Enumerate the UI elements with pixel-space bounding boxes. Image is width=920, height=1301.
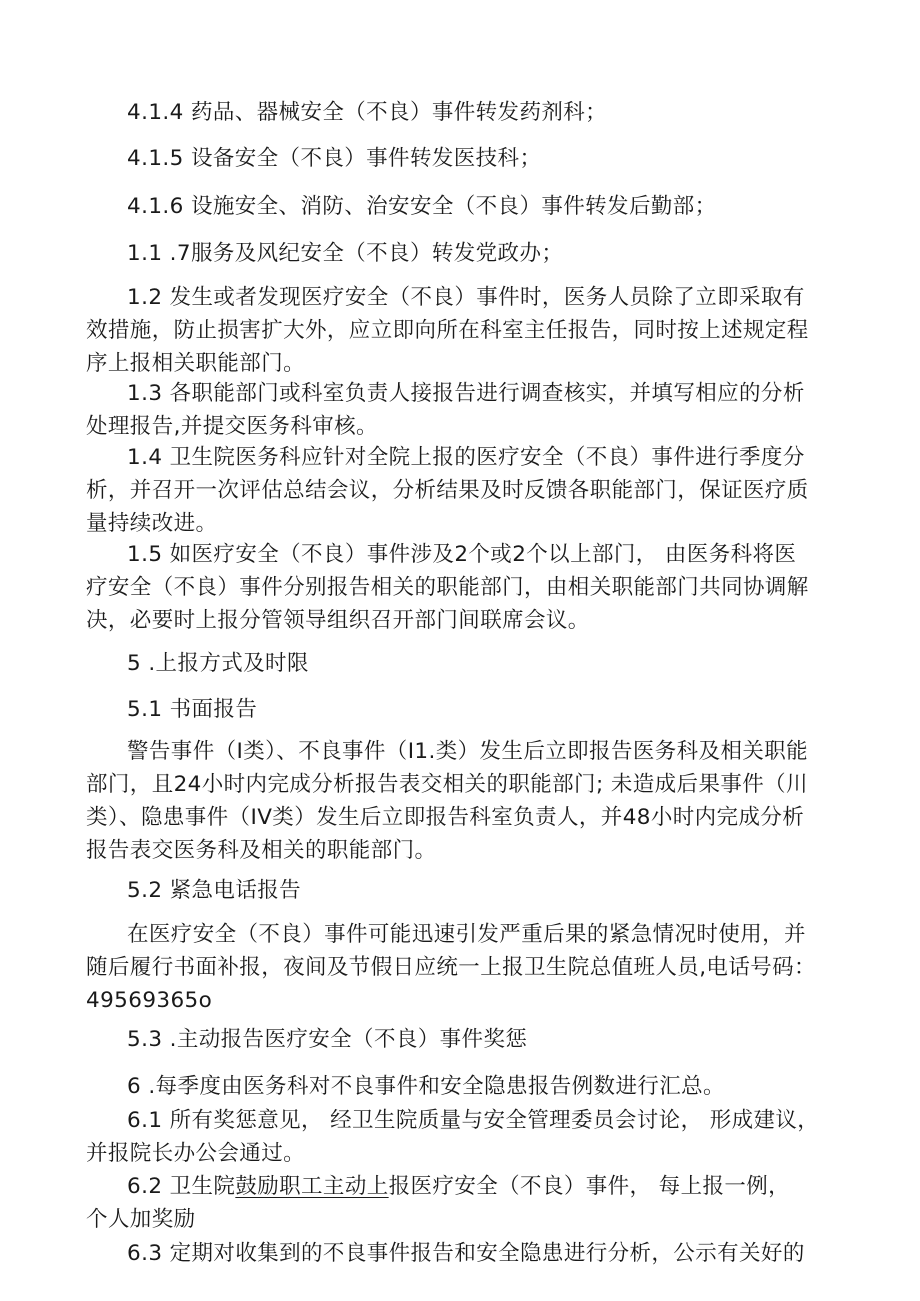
text-line: 类）、隐患事件（IV类）发生后立即报告科室负责人，并48小时内完成分析: [86, 805, 805, 830]
clause-6-2: [86, 1170, 854, 1236]
section-5-3-heading: [127, 1023, 895, 1056]
text-line: 5 .上报方式及时限: [127, 651, 309, 676]
text-line: 在医疗安全（不良）事件可能迅速引发严重后果的紧急情况时使用，并: [127, 922, 806, 947]
text-line: 4.1.4 药品、器械安全（不良）事件转发药剂科；: [127, 100, 608, 125]
text-line: 序上报相关职能部门。: [86, 351, 306, 376]
section-5-heading: [127, 647, 895, 680]
text-line: 处理报告,并提交医务科审核。: [86, 414, 378, 439]
text-line: 6.3 定期对收集到的不良事件报告和安全隐患进行分析，公示有关好的: [127, 1241, 805, 1266]
text-line: 部门，且24小时内完成分析报告表交相关的职能部门; 未造成后果事件（川: [86, 772, 808, 797]
text-line: 1.3 各职能部门或科室负责人接报告进行调查核实，并填写相应的分析: [127, 381, 805, 406]
text-line: 疗安全（不良）事件分别报告相关的职能部门，由相关职能部门共同协调解: [86, 575, 809, 600]
clause-4-1-4: [127, 96, 895, 129]
section-5-1-heading: [127, 693, 895, 726]
text-segment: 报医疗安全（不良）事件， 每上报一例，: [388, 1174, 791, 1199]
clause-6-1: [86, 1104, 854, 1170]
text-line: 个人加奖励: [86, 1207, 196, 1232]
clause-1-1: [127, 237, 895, 270]
text-line: 4.1.6 设施安全、消防、治安安全（不良）事件转发后勤部；: [127, 194, 717, 219]
text-line: 5.3 .主动报告医疗安全（不良）事件奖惩: [127, 1027, 528, 1052]
written-report-body: [86, 735, 854, 867]
clause-1-4: [86, 441, 854, 540]
text-line: 6.1 所有奖惩意见， 经卫生院质量与安全管理委员会讨论， 形成建议，: [127, 1108, 820, 1133]
clause-6-3: [86, 1237, 854, 1270]
clause-4-1-6: [127, 190, 895, 223]
section-6-heading: [127, 1070, 895, 1103]
text-line: 并报院长办公会通过。: [86, 1141, 306, 1166]
text-line: 1.5 如医疗安全（不良）事件涉及2个或2个以上部门， 由医务科将医: [127, 542, 797, 567]
text-line: [86, 1170, 854, 1203]
clause-1-3: [86, 377, 854, 443]
text-line: 1.4 卫生院医务科应针对全院上报的医疗安全（不良）事件进行季度分: [127, 445, 805, 470]
clause-4-1-5: [127, 142, 895, 175]
text-line: 析，并召开一次评估总结会议，分析结果及时反馈各职能部门，保证医疗质: [86, 478, 809, 503]
text-line: 量持续改进。: [86, 511, 218, 536]
text-line: 警告事件（I类）、不良事件（I1.类）发生后立即报告医务科及相关职能: [127, 739, 809, 764]
text-line: 效措施，防止损害扩大外，应立即向所在科室主任报告，同时按上述规定程: [86, 318, 809, 343]
clause-1-2: [86, 281, 854, 380]
text-line: 报告表交医务科及相关的职能部门。: [86, 838, 437, 863]
text-segment: 6.2 卫生院: [127, 1174, 236, 1199]
text-line: 4.1.5 设备安全（不良）事件转发医技科；: [127, 146, 542, 171]
underlined-text: 鼓励职工主动上: [235, 1174, 389, 1199]
phone-report-body: [86, 918, 854, 1017]
text-line: 5.2 紧急电话报告: [127, 878, 302, 903]
text-line: 决，必要时上报分管领导组织召开部门间联席会议。: [86, 608, 590, 633]
text-line: 6 .每季度由医务科对不良事件和安全隐患报告例数进行汇总。: [127, 1074, 725, 1099]
text-line: 5.1 书面报告: [127, 697, 258, 722]
text-line: 1.1 .7服务及风纪安全（不良）转发党政办；: [127, 241, 564, 266]
text-line: 49569365o: [86, 988, 213, 1013]
section-5-2-heading: [127, 874, 895, 907]
text-line: 随后履行书面补报，夜间及节假日应统一上报卫生院总值班人员,电话号码：: [86, 955, 816, 980]
clause-1-5: [86, 538, 854, 637]
text-line: 1.2 发生或者发现医疗安全（不良）事件时，医务人员除了立即采取有: [127, 285, 805, 310]
